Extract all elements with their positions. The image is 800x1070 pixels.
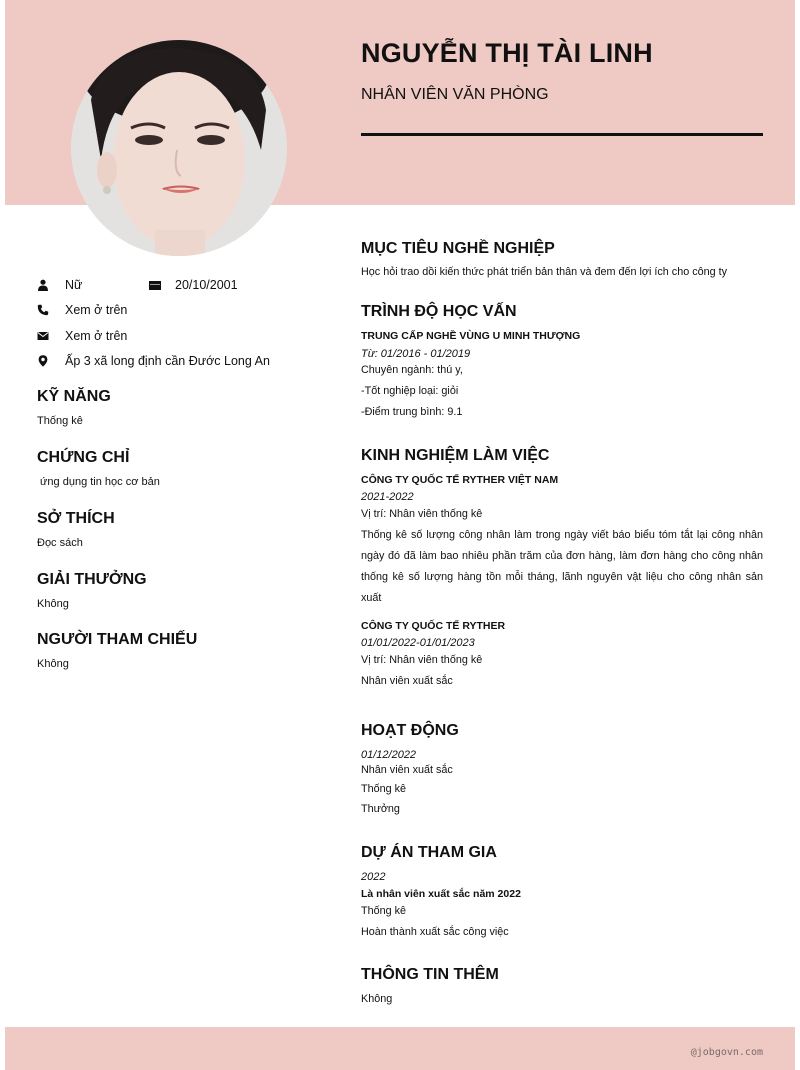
activities-date: 01/12/2022 [361, 749, 417, 761]
candidate-name: NGUYỄN THỊ TÀI LINH [361, 38, 653, 68]
awards-section [37, 571, 147, 610]
extra-info-section [361, 966, 763, 1010]
job-description: Thống kê số lượng công nhân làm trong ngày viết báo biểu tóm tắt lại công nhân ngày đó đã làm bao nhiêu phần trăm của đơn hàng, làm đơn hàng cho công nhân thống kê số lượng hàng tồn mỗi tháng, lãnh nguyên vật liệu cho công nhân sản xuất [361, 529, 763, 604]
education-school: TRUNG CẤP NGHỀ VÙNG U MINH THƯỢNG [361, 330, 581, 342]
projects-section [361, 844, 763, 943]
education-line: Chuyên ngành: thú y, [361, 364, 463, 376]
education-dates: Từ: 01/2016 - 01/2019 [361, 348, 471, 360]
extra-info-title: THÔNG TIN THÊM [361, 966, 499, 983]
activities-line: Thưởng [361, 803, 400, 815]
avatar [71, 40, 287, 256]
job-dates: 2021-2022 [361, 491, 414, 503]
awards-title: GIẢI THƯỞNG [37, 571, 147, 588]
project-line: Hoàn thành xuất sắc công việc [361, 926, 509, 938]
activities-title: HOẠT ĐỘNG [361, 722, 459, 739]
project-line: Thống kê [361, 905, 407, 917]
phone-row [37, 298, 327, 324]
certificates-body: ứng dụng tin học cơ bản [37, 476, 160, 488]
experience-section [361, 447, 763, 692]
education-title: TRÌNH ĐỘ HỌC VẤN [361, 303, 517, 320]
gender-text: Nữ [65, 277, 83, 292]
user-icon [37, 279, 49, 291]
email-row [37, 323, 327, 349]
phone-icon [37, 304, 49, 316]
cv-page [5, 0, 795, 1070]
birthday-text: 20/10/2001 [175, 277, 238, 292]
skills-section [37, 388, 111, 427]
title-divider [361, 133, 763, 136]
footer-band [5, 1027, 795, 1070]
education-section [361, 303, 763, 423]
certificates-section [37, 449, 160, 488]
skills-body: Thống kê [37, 415, 83, 427]
job-position: Vị trí: Nhân viên thống kê [361, 654, 483, 666]
calendar-icon [149, 279, 161, 291]
location-pin-icon [37, 355, 49, 367]
objective-title: MỤC TIÊU NGHỀ NGHIỆP [361, 240, 555, 257]
job-dates: 01/01/2022-01/01/2023 [361, 637, 475, 649]
gender-birthday-row [37, 272, 327, 298]
references-body: Không [37, 658, 69, 670]
job-title: NHÂN VIÊN VĂN PHÒNG [361, 86, 549, 103]
projects-date: 2022 [361, 871, 386, 883]
avatar-photo [71, 40, 287, 256]
references-title: NGƯỜI THAM CHIẾU [37, 631, 198, 648]
project-name: Là nhân viên xuất sắc năm 2022 [361, 888, 521, 900]
job-company: CÔNG TY QUỐC TẾ RYTHER VIỆT NAM [361, 474, 559, 486]
hobbies-title: SỞ THÍCH [37, 510, 115, 527]
address-text: Ấp 3 xã long định cần Đước Long An [65, 354, 270, 369]
experience-title: KINH NGHIỆM LÀM VIỆC [361, 447, 550, 464]
education-line: -Điểm trung bình: 9.1 [361, 406, 463, 418]
email-text: Xem ở trên [65, 328, 128, 343]
email-icon [37, 330, 49, 342]
phone-text: Xem ở trên [65, 303, 128, 318]
contact-info [37, 272, 327, 374]
hobbies-section [37, 510, 115, 549]
activities-line: Thống kê [361, 783, 407, 795]
hobbies-body: Đọc sách [37, 537, 83, 549]
references-section [37, 631, 197, 670]
footer-credit: @jobgovn.com [690, 1047, 763, 1058]
activities-section [361, 722, 763, 820]
education-line: -Tốt nghiệp loại: giỏi [361, 385, 459, 397]
job-company: CÔNG TY QUỐC TẾ RYTHER [361, 620, 506, 632]
address-row [37, 349, 327, 375]
projects-title: DỰ ÁN THAM GIA [361, 844, 497, 861]
objective-section [361, 240, 763, 283]
job-description: Nhân viên xuất sắc [361, 675, 453, 687]
certificates-title: CHỨNG CHỈ [37, 449, 130, 466]
extra-info-body: Không [361, 993, 393, 1005]
objective-body: Học hỏi trao dồi kiến thức phát triển bản thân và đem đến lợi ích cho công ty [361, 266, 728, 278]
awards-body: Không [37, 598, 69, 610]
activities-line: Nhân viên xuất sắc [361, 764, 453, 776]
job-position: Vị trí: Nhân viên thống kê [361, 508, 483, 520]
skills-title: KỸ NĂNG [37, 388, 111, 405]
